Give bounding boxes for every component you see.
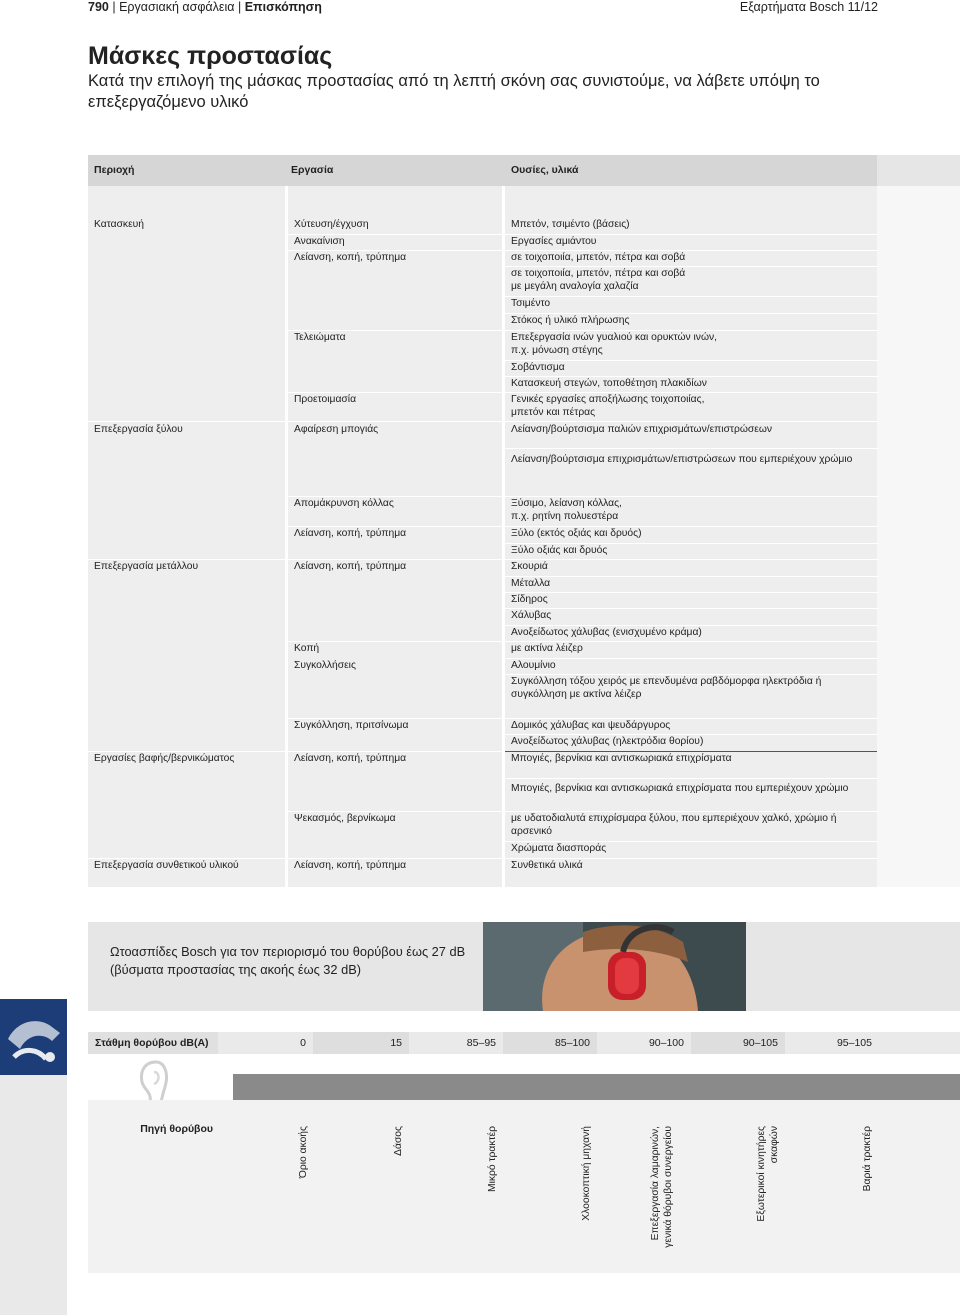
noise-level-value: 85–100 (503, 1032, 597, 1054)
noise-source-item: Δάσος (393, 1126, 404, 1156)
noise-source-item: Μικρό τρακτέρ (487, 1126, 498, 1192)
noise-source-label: Πηγή θορύβου (140, 1123, 213, 1135)
material-cell: Ανοξείδωτος χάλυβας (ηλεκτρόδια θορίου) (511, 736, 704, 747)
area-cell: Επεξεργασία συνθετικού υλικού (94, 860, 239, 871)
work-cell: Λείανση, κοπή, τρύπημα (294, 252, 407, 263)
noise-source-item: Επεξεργασία λαμαρινών, γενικά θόρυβοι συνεργείου (650, 1126, 674, 1248)
material-cell: Επεξεργασία ινών γυαλιού και ορυκτών ινών, π.χ. μόνωση στέγης (511, 332, 717, 356)
earmuff-photo (483, 922, 746, 1011)
page-number: 790 (88, 0, 109, 14)
side-image-tab (0, 999, 67, 1075)
material-cell: Ξύλο (εκτός οξιάς και δρυός) (511, 528, 642, 539)
header-materials: Ουσίες, υλικά (511, 164, 579, 176)
material-cell: Γενικές εργασίες αποξήλωσης τοιχοποιίας, μπετόν και πέτρας (511, 394, 705, 418)
material-cell: Σίδηρος (511, 594, 548, 605)
material-cell: σε τοιχοποιία, μπετόν, πέτρα και σοβά (511, 252, 686, 263)
page-header-left: 790 | Εργασιακή ασφάλεια | Επισκόπηση (88, 0, 322, 14)
material-cell: Αλουμίνιο (511, 660, 556, 671)
work-cell: Ψεκασμός, βερνίκωμα (294, 813, 396, 824)
work-column (285, 186, 505, 887)
noise-scale-bar (233, 1074, 960, 1100)
subsection-name: Επισκόπηση (244, 0, 322, 14)
work-cell: Χύτευση/έγχυση (294, 219, 369, 230)
material-cell: Συγκόλληση τόξου χειρός με επενδυμένα ραβδόμορφα ηλεκτρόδια ή συγκόλληση με ακτίνα λέιζερ (511, 676, 822, 700)
work-cell: Ανακαίνιση (294, 236, 345, 247)
work-cell: Λείανση, κοπή, τρύπημα (294, 528, 407, 539)
blank-column (877, 186, 960, 887)
noise-source-area (88, 1100, 960, 1273)
noise-source-item: Εξωτερικοί κινητήρες σκαφών (756, 1126, 780, 1222)
noise-level-value: 15 (313, 1032, 409, 1054)
work-cell: Κοπή (294, 643, 320, 654)
material-cell: Χρώματα διασποράς (511, 843, 607, 854)
material-cell: Κατασκευή στεγών, τοποθέτηση πλακιδίων (511, 378, 707, 389)
noise-source-item: Όριο ακοής (298, 1126, 309, 1179)
mask-table (88, 155, 960, 887)
noise-level-label: Στάθμη θορύβου dB(A) (88, 1032, 218, 1054)
noise-level-value: 0 (218, 1032, 313, 1054)
header-work: Εργασία (291, 164, 334, 176)
material-cell: Λείανση/βούρτσισμα παλιών επιχρισμάτων/επιστρώσεων (511, 424, 773, 435)
material-cell: Μπογιές, βερνίκια και αντισκωριακά επιχρίσματα (511, 753, 732, 764)
material-cell: Ανοξείδωτος χάλυβας (ενισχυμένο κράμα) (511, 627, 702, 638)
tool-silhouette-icon (0, 999, 67, 1075)
table-body (88, 186, 960, 887)
materials-column (505, 186, 877, 887)
table-header-row (88, 155, 960, 186)
material-cell: σε τοιχοποιία, μπετόν, πέτρα και σοβά με μεγάλη αναλογία χαλαζία (511, 268, 686, 292)
work-cell: Συγκόλληση, πριτσίνωμα (294, 720, 409, 731)
area-cell: Επεξεργασία μετάλλου (94, 561, 199, 572)
section-name: Εργασιακή ασφάλεια (119, 0, 235, 14)
work-cell: Συγκολλήσεις (294, 660, 356, 671)
material-cell: Σοβάντισμα (511, 362, 565, 373)
work-cell: Λείανση, κοπή, τρύπημα (294, 561, 407, 572)
banner-text: Ωτοασπίδες Bosch για τον περιορισμό του θορύβου έως 27 dB (βύσματα προστασίας της ακοής έως 32 dB) (110, 944, 466, 977)
page-subtitle: Κατά την επιλογή της μάσκας προστασίας από τη λεπτή σκόνη σας συνιστούμε, να λάβετε υπόψη το επεξεργαζόμενο υλικό (88, 72, 820, 111)
header-blank (877, 155, 960, 186)
material-cell: Συνθετικά υλικά (511, 860, 583, 871)
work-cell: Αφαίρεση μπογιάς (294, 424, 379, 435)
page-title: Μάσκες προστασίας (88, 42, 333, 70)
material-cell: με υδατοδιαλυτά επιχρίσμαρα ξύλου, που εμπεριέχουν χαλκό, χρώμιο ή αρσενικό (511, 813, 837, 837)
header-area: Περιοχή (94, 164, 135, 176)
area-cell: Εργασίες βαφής/βερνικώματος (94, 753, 235, 764)
work-cell: Λείανση, κοπή, τρύπημα (294, 860, 407, 871)
noise-source-item: Χλοοκοπτική μηχανή (581, 1126, 592, 1221)
material-cell: Στόκος ή υλικό πλήρωσης (511, 315, 630, 326)
work-cell: Απομάκρυνση κόλλας (294, 498, 394, 509)
earmuff-person-icon (483, 922, 746, 1011)
area-cell: Επεξεργασία ξύλου (94, 424, 183, 435)
area-cell: Κατασκευή (94, 219, 145, 230)
work-cell: Προετοιμασία (294, 394, 357, 405)
material-cell: Δομικός χάλυβας και ψευδάργυρος (511, 720, 671, 731)
area-column (88, 186, 285, 887)
noise-level-value: 90–100 (597, 1032, 691, 1054)
side-strip (0, 1075, 67, 1315)
noise-level-value: 90–105 (691, 1032, 785, 1054)
material-cell: Ξύσιμο, λείανση κόλλας, π.χ. ρητίνη πολυεστέρα (511, 498, 622, 522)
material-cell: Ξύλο οξιάς και δρυός (511, 545, 608, 556)
noise-level-value: 85–95 (409, 1032, 503, 1054)
material-cell: Χάλυβας (511, 610, 552, 621)
noise-source-item: Βαριά τρακτέρ (862, 1126, 873, 1192)
material-cell: με ακτίνα λέιζερ (511, 643, 583, 654)
noise-level-value: 95–105 (785, 1032, 960, 1054)
page-header-right: Εξαρτήματα Bosch 11/12 (739, 0, 878, 14)
work-cell: Λείανση, κοπή, τρύπημα (294, 753, 407, 764)
material-cell: Μέταλλα (511, 578, 551, 589)
material-cell: Σκουριά (511, 561, 548, 572)
noise-level-row (88, 1032, 960, 1054)
material-cell: Λείανση/βούρτσισμα επιχρισμάτων/επιστρώσεων που εμπεριέχουν χρώμιο (511, 454, 853, 465)
material-cell: Τσιμέντο (511, 298, 551, 309)
material-cell: Μπετόν, τσιμέντο (βάσεις) (511, 219, 630, 230)
material-cell: Μπογιές, βερνίκια και αντισκωριακά επιχρίσματα που εμπεριέχουν χρώμιο (511, 783, 849, 794)
work-cell: Τελειώματα (294, 332, 346, 343)
material-cell: Εργασίες αμιάντου (511, 236, 597, 247)
